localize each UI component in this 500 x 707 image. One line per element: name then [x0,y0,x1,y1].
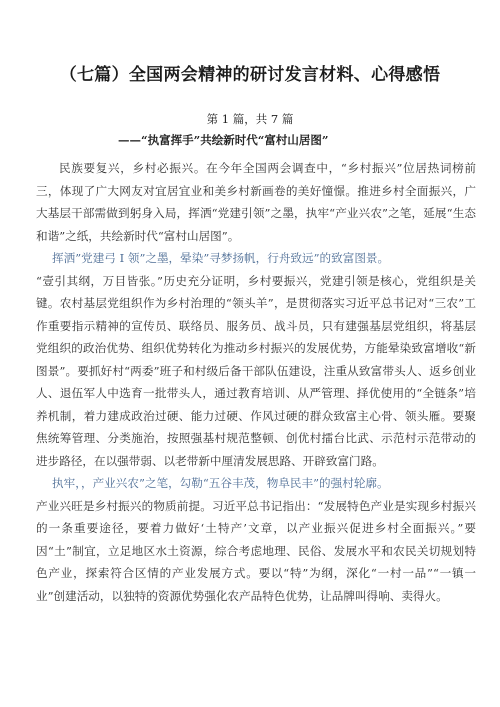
section-heading-party-building: 挥洒”党建弓 I 领”之墨，晕染”寻梦扬帆，行舟致远”的致富图景。 [52,251,390,265]
section-heading-industry: 执牢，，产业兴农”之笔，勾勒“五谷丰茂，物阜民丰”的强村轮廓。 [52,476,389,490]
intro-paragraph: 民族要复兴，乡村必振兴。在今年全国两会调查中，“乡村振兴”位居热词榜前三，体现了广大网友对宜居宜业和美乡村新画卷的美好憧憬。推进乡村全面振兴，广大基层干部需做到躬身入局，挥洒“党建引领”之墨，执牢“产业兴农”之笔，延展“生态和谐”之纸，共绘新时代“富村山居图”。 [36,161,476,243]
industry-paragraph: 产业兴旺是乡村振兴的物质前提。习近平总书记指出：“发展特色产业是实现乡村振兴的一条重要途径，要着力做好‘土特产’文章，以产业振兴促进乡村全面振兴。”要因“土”制宜，立足地区水土资源，综合考虑地理、民俗、发展水平和农民关切规划特色产业，探索符合区情的产业发展方式。要以“特”为纲，深化“一村一品”“一镇一业”创建活动，以独特的资源优势强化农产品特色优势，让品牌叫得响、卖得火。 [36,498,476,603]
party-building-paragraph: “壹引其纲，万目皆张。”历史充分证明，乡村要振兴，党建引领是核心，党组织是关键。农村基层党组织作为乡村治理的“领头羊”，是贯彻落实习近平总书记对“三农”工作重要指示精神的宣传员、联络员、服务员、战斗员，只有建强基层党组织，将基层党组织的政治优势、组织优势转化为推动乡村振兴的发展优势，方能晕染致富增收“新图景”。要抓好村“两委”班子和村级后备干部队伍建设，注重从致富带头人、返乡创业人、退伍军人中选育一批带头人，通过教育培训、从严管理、择优使用的“全链条”培养机制，着力建成政治过硬、能力过硬、作风过硬的群众致富主心骨、领头雁。要聚焦统筹管理、分类施治，按照强基村规范整顿、创优村擂台比武、示范村示范带动的进步路径，在以强带弱、以老带新中厘清发展思路、开辟致富门路。 [36,273,476,468]
page-title: （七篇）全国两会精神的研讨发言材料、心得感悟 [59,65,441,85]
article-body [36,157,476,607]
article-subtitle: ——“执富挥手”共绘新时代“富村山居图” [118,133,329,147]
page-counter: 第 1 篇，共 7 篇 [206,112,294,126]
